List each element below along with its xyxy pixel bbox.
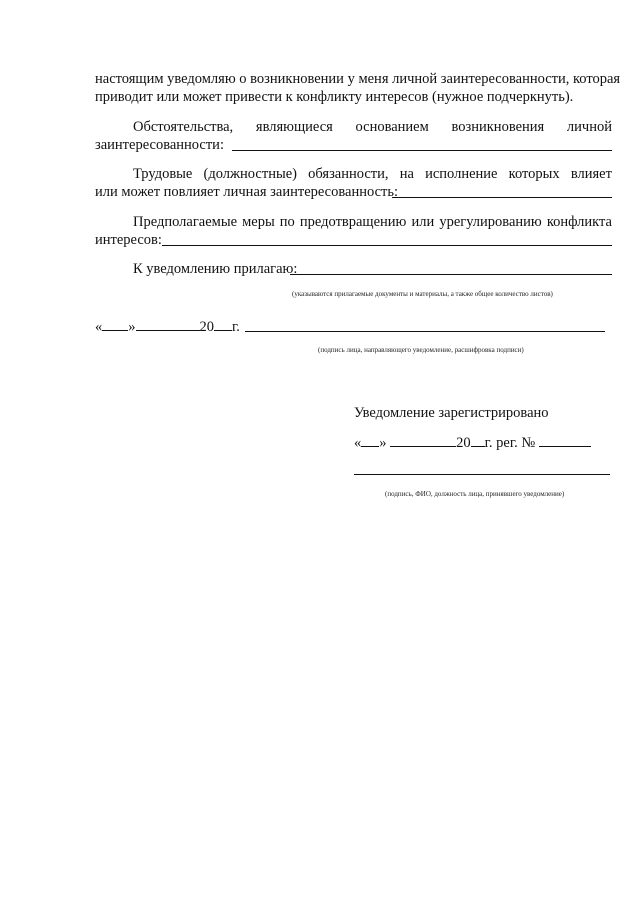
duties-word: влияет bbox=[570, 166, 612, 182]
duties-word: которых bbox=[508, 166, 560, 182]
duties-heading bbox=[133, 165, 612, 183]
year-prefix: 20 bbox=[199, 319, 214, 335]
circumstances-field[interactable] bbox=[232, 150, 612, 151]
measures-heading bbox=[133, 213, 612, 231]
registration-title: Уведомление зарегистрировано bbox=[354, 405, 549, 421]
measures-word: конфликта bbox=[546, 214, 612, 230]
measures-word: Предполагаемые bbox=[133, 214, 238, 230]
circumstances-word: являющиеся bbox=[255, 119, 333, 135]
circumstances-word: возникновения bbox=[451, 119, 545, 135]
year-suffix: г. bbox=[232, 319, 240, 335]
measures-word: урегулированию bbox=[439, 214, 542, 230]
open-quote: « bbox=[95, 319, 103, 335]
signature-field[interactable] bbox=[245, 331, 605, 332]
duties-label: или может повлияет личная заинтересованность: bbox=[95, 184, 398, 200]
circumstances-heading bbox=[133, 118, 612, 136]
circumstances-word: Обстоятельства, bbox=[133, 119, 234, 135]
month-field[interactable] bbox=[136, 317, 200, 331]
day-field[interactable] bbox=[102, 317, 128, 331]
reg-day-field[interactable] bbox=[361, 433, 379, 447]
circumstances-label: заинтересованности: bbox=[95, 137, 224, 153]
registrar-signature-field[interactable] bbox=[354, 474, 610, 475]
attachment-caption: (указываются прилагаемые документы и материалы, а также общее количество листов) bbox=[292, 290, 553, 298]
registrar-caption: (подпись, ФИО, должность лица, принявшего уведомление) bbox=[385, 490, 565, 498]
close-quote: » bbox=[379, 435, 387, 451]
circumstances-word: личной bbox=[566, 119, 612, 135]
year-field[interactable] bbox=[214, 317, 232, 331]
reg-number-label: г. рег. № bbox=[484, 435, 536, 451]
measures-word: по bbox=[279, 214, 295, 230]
circumstances-word: основанием bbox=[355, 119, 429, 135]
date-signature-row bbox=[95, 317, 240, 336]
duties-word: обязанности, bbox=[308, 166, 389, 182]
paragraph-intro-line-2: приводит или может привести к конфликту интересов (нужное подчеркнуть). bbox=[95, 89, 574, 105]
duties-word: (должностные) bbox=[203, 166, 297, 182]
attachment-field[interactable] bbox=[290, 274, 612, 275]
attachment-label: К уведомлению прилагаю: bbox=[133, 261, 298, 277]
reg-year-prefix: 20 bbox=[456, 435, 471, 451]
reg-number-field[interactable] bbox=[539, 433, 591, 447]
close-quote: » bbox=[128, 319, 136, 335]
measures-field[interactable] bbox=[162, 245, 612, 246]
duties-word: исполнение bbox=[425, 166, 498, 182]
measures-label: интересов: bbox=[95, 232, 162, 248]
signature-caption: (подпись лица, направляющего уведомление, расшифровка подписи) bbox=[318, 346, 524, 354]
measures-word: или bbox=[411, 214, 435, 230]
measures-word: предотвращению bbox=[299, 214, 407, 230]
duties-word: Трудовые bbox=[133, 166, 193, 182]
registration-date-row bbox=[354, 433, 591, 452]
paragraph-intro-line-1: настоящим уведомляю о возникновении у меня личной заинтересованности, которая bbox=[95, 71, 621, 87]
duties-word: на bbox=[399, 166, 414, 182]
reg-year-field[interactable] bbox=[471, 433, 485, 447]
open-quote: « bbox=[354, 435, 362, 451]
measures-word: меры bbox=[242, 214, 275, 230]
reg-month-field[interactable] bbox=[390, 433, 456, 447]
duties-field[interactable] bbox=[392, 197, 612, 198]
